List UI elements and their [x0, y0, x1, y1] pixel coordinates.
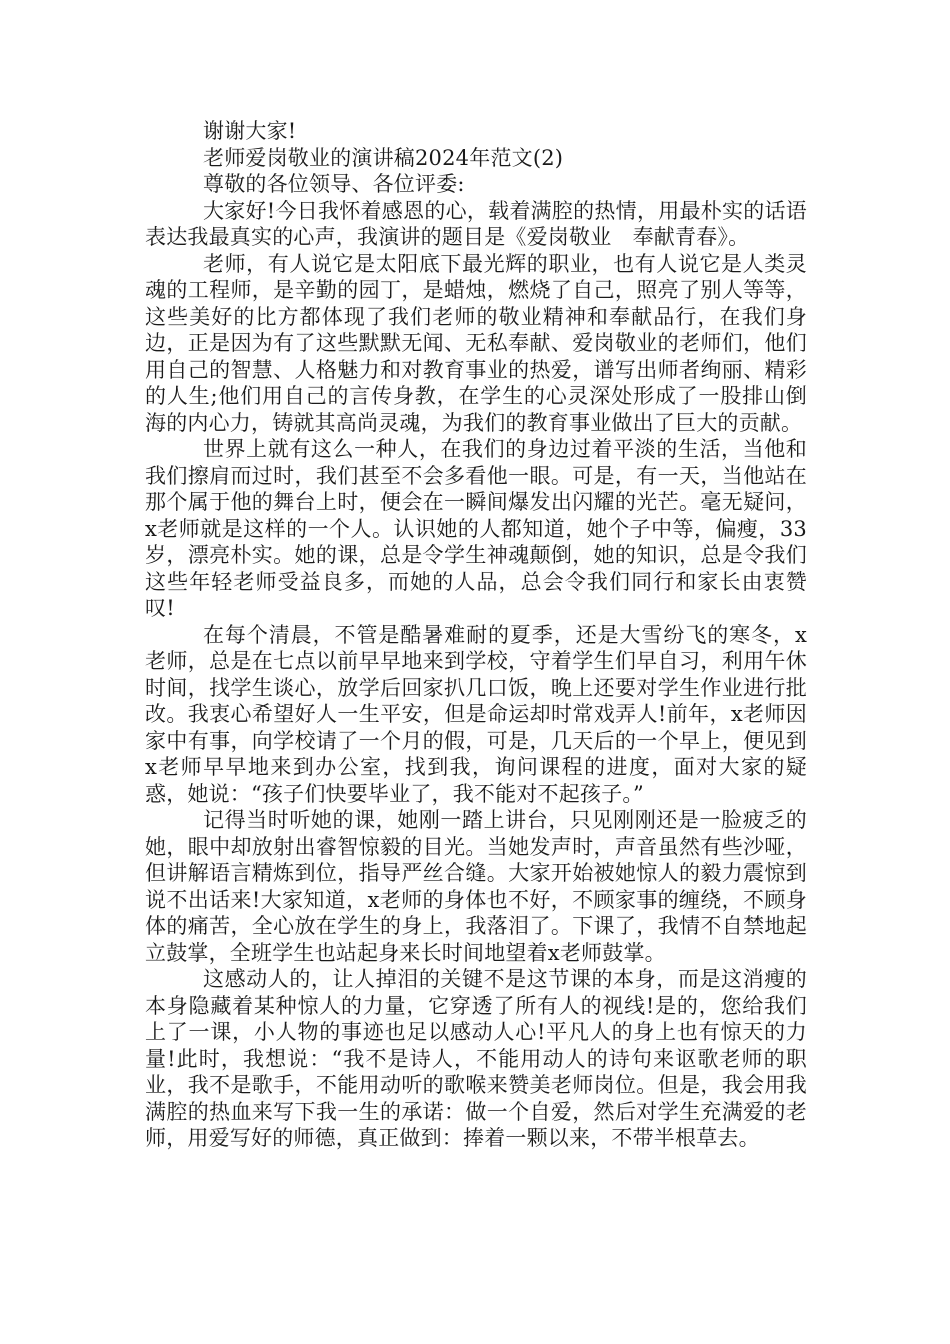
document-page [145, 118, 807, 1152]
paragraph: 世界上就有这么一种人，在我们的身边过着平淡的生活，当他和我们擦肩而过时，我们甚至不会多看他一眼。可是，有一天，当他站在那个属于他的舞台上时，便会在一瞬间爆发出闪耀的光芒。毫无疑问，x老师就是这样的一个人。认识她的人都知道，她个子中等，偏瘦，33岁，漂亮朴实。她的课，总是令学生神魂颠倒，她的知识，总是令我们这些年轻老师受益良多，而她的人品，总会令我们同行和家长由衷赞叹! [145, 437, 807, 620]
closing-line: 谢谢大家! [203, 119, 297, 143]
paragraph: 老师，有人说它是太阳底下最光辉的职业，也有人说它是人类灵魂的工程师，是辛勤的园丁，是蜡烛，燃烧了自己，照亮了别人等等，这些美好的比方都体现了我们老师的敬业精神和奉献品行，在我们身边，正是因为有了这些默默无闻、无私奉献、爱岗敬业的老师们，他们用自己的智慧、人格魅力和对教育事业的热爱，谱写出师者绚丽、精彩的人生;他们用自己的言传身教，在学生的心灵深处形成了一股排山倒海的内心力，铸就其高尚灵魂，为我们的教育事业做出了巨大的贡献。 [145, 251, 807, 435]
salutation: 尊敬的各位领导、各位评委: [203, 172, 465, 196]
paragraph: 在每个清晨，不管是酷暑难耐的夏季，还是大雪纷飞的寒冬，x老师，总是在七点以前早早地来到学校，守着学生们早自习，利用午休时间，找学生谈心，放学后回家扒几口饭，晚上还要对学生作业进行批改。我衷心希望好人一生平安，但是命运却时常戏弄人!前年，x老师因家中有事，向学校请了一个月的假，可是，几天后的一个早上，便见到x老师早早地来到办公室，找到我，询问课程的进度，面对大家的疑惑，她说：“孩子们快要毕业了，我不能对不起孩子。” [145, 622, 807, 806]
paragraph: 记得当时听她的课，她刚一踏上讲台，只见刚刚还是一脸疲乏的她，眼中却放射出睿智惊毅的目光。当她发声时，声音虽然有些沙哑，但讲解语言精炼到位，指导严丝合缝。大家开始被她惊人的毅力震惊到说不出话来!大家知道，x老师的身体也不好，不顾家事的缠绕，不顾身体的痛苦，全心放在学生的身上，我落泪了。下课了，我情不自禁地起立鼓掌，全班学生也站起身来长时间地望着x老师鼓掌。 [145, 808, 807, 965]
paragraph: 大家好!今日我怀着感恩的心，载着满腔的热情，用最朴实的话语表达我最真实的心声，我演讲的题目是《爱岗敬业 奉献青春》。 [145, 198, 807, 249]
speech-title: 老师爱岗敬业的演讲稿2024年范文(2) [203, 145, 564, 170]
paragraph: 这感动人的，让人掉泪的关键不是这节课的本身，而是这消瘦的本身隐藏着某种惊人的力量，它穿透了所有人的视线!是的，您给我们上了一课，小人物的事迹也足以感动人心!平凡人的身上也有惊天的力量!此时，我想说：“我不是诗人，不能用动人的诗句来讴歌老师的职业，我不是歌手，不能用动听的歌喉来赞美老师岗位。但是，我会用我满腔的热血来写下我一生的承诺：做一个自爱，然后对学生充满爱的老师，用爱写好的师德，真正做到：捧着一颗以来，不带半根草去。 [145, 967, 807, 1150]
